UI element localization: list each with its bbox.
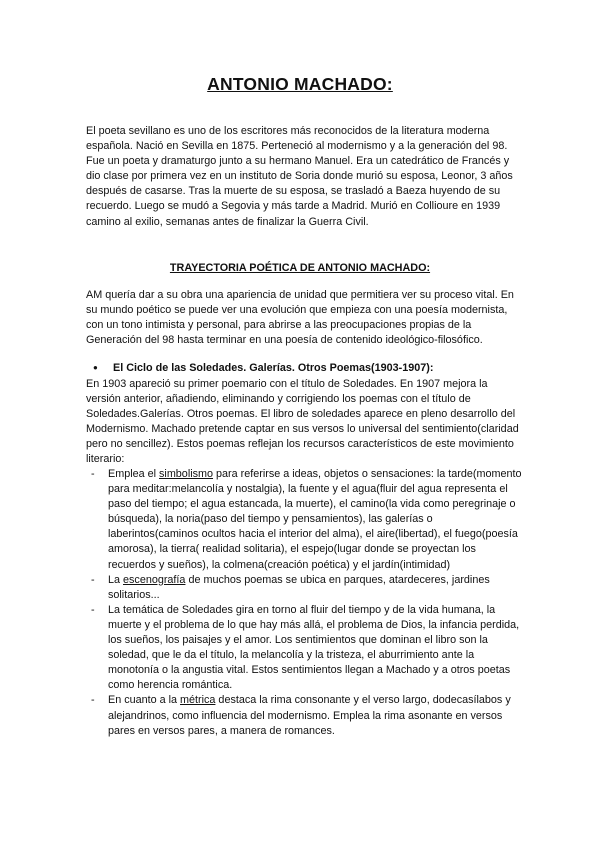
- list-item-term: métrica: [180, 694, 216, 707]
- list-item: [86, 467, 526, 573]
- bullet-icon: ●: [93, 363, 98, 372]
- trajectory-paragraph: AM quería dar a su obra una apariencia de unidad que permitiera ver su proceso vital. En su mundo poético se puede ver una evolución que empieza con una poesía modernista, con un tono intimista y personal, para abrirse a las preocupaciones propias de la Generación del 98 hasta terminar en una poesía de contenido ideológico-filosófico.: [86, 289, 514, 347]
- list-item-text: destaca la rima consonante y el verso largo, dodecasílabos y alejandrinos, como influencia del modernismo. Emplea la rima asonante en versos pares en versos pares, a manera de romances.: [108, 694, 511, 737]
- list-item-text: Emplea el: [108, 468, 160, 480]
- list-item-term: simbolismo: [159, 468, 214, 480]
- list-item-text: La: [108, 573, 124, 586]
- list-item-text: En cuanto a la: [108, 694, 181, 707]
- list-item: [86, 573, 526, 603]
- list-item-term: escenografía: [123, 573, 186, 586]
- list-item-text: para referirse a ideas, objetos o sensaciones: la tarde(momento para meditar:melancolía y nostalgia), la fuente y el agua(fluir del agua representa el paso del tiempo; el agua estancada, la muerte), el camino(la vida como peregrinaje o búsqueda), la noria(paso del tiempo y pensamientos), las galerías o laberintos(caminos ocultos hacia el interior del alma), el aire(libertad), el fuego(poesía amorosa), la tierra( realidad solitaria), el espejo(lugar donde se proyectan los recuerdos y sueños), la colmena(creación poética) y el jardín(intimidad): [108, 468, 522, 571]
- features-list: [86, 467, 526, 739]
- dash-marker: -: [91, 468, 95, 480]
- section-title: TRAYECTORIA POÉTICA DE ANTONIO MACHADO:: [169, 262, 431, 274]
- intro-paragraph: El poeta sevillano es uno de los escritores más reconocidos de la literatura moderna española. Nació en Sevilla en 1875. Perteneció al modernismo y a la generación del 98. Fue un poeta y dramaturgo junto a su hermano Manuel. Era un catedrático de Francés y dio clase por primera vez en un instituto de Soria donde murió su esposa, Leonor, 3 años después de casarse. Tras la muerte de su esposa, se trasladó a Baeza huyendo de su recuerdo. Luego se mudó a Segovia y más tarde a Madrid. Murió en Collioure en 1939 camino al exilio, semanas antes de finalizar la Guerra Civil.: [86, 125, 513, 228]
- dash-marker: -: [91, 603, 95, 616]
- dash-marker: -: [91, 694, 95, 707]
- section-heading-text: El Ciclo de las Soledades. Galerías. Otros Poemas(1903-1907):: [113, 362, 434, 374]
- page-title: ANTONIO MACHADO:: [207, 74, 393, 94]
- list-item-text: de muchos poemas se ubica en parques, atardeceres, jardines solitarios...: [108, 573, 490, 601]
- dash-marker: -: [91, 573, 95, 586]
- section-heading: [93, 362, 433, 374]
- list-item: [86, 693, 526, 738]
- list-item-text: La temática de Soledades gira en torno al fluir del tiempo y de la vida humana, la muerte y el problema de lo que hay más allá, el problema de Dios, la infancia perdida, los sueños, los paisajes y el amor. Los sentimientos que dominan el libro son la soledad, que le da el título, la melancolía y la tristeza, el aburrimiento ante la monotonía o la angustia vital. Estos sentimientos llegan a Machado y a otros poetas como herencia romántica.: [108, 603, 520, 692]
- list-item: [86, 603, 526, 694]
- section-paragraph: En 1903 apareció su primer poemario con el título de Soledades. En 1907 mejora la versión anterior, añadiendo, eliminando y corrigiendo los poemas con el título de Soledades.Galerías. Otros poemas. El libro de soledades aparece en pleno desarrollo del Modernismo. Machado pretende captar en sus versos lo universal del sentimiento(claridad pero no sencillez). Estos poemas reflejan los recursos característicos de este movimiento literario:: [86, 378, 519, 466]
